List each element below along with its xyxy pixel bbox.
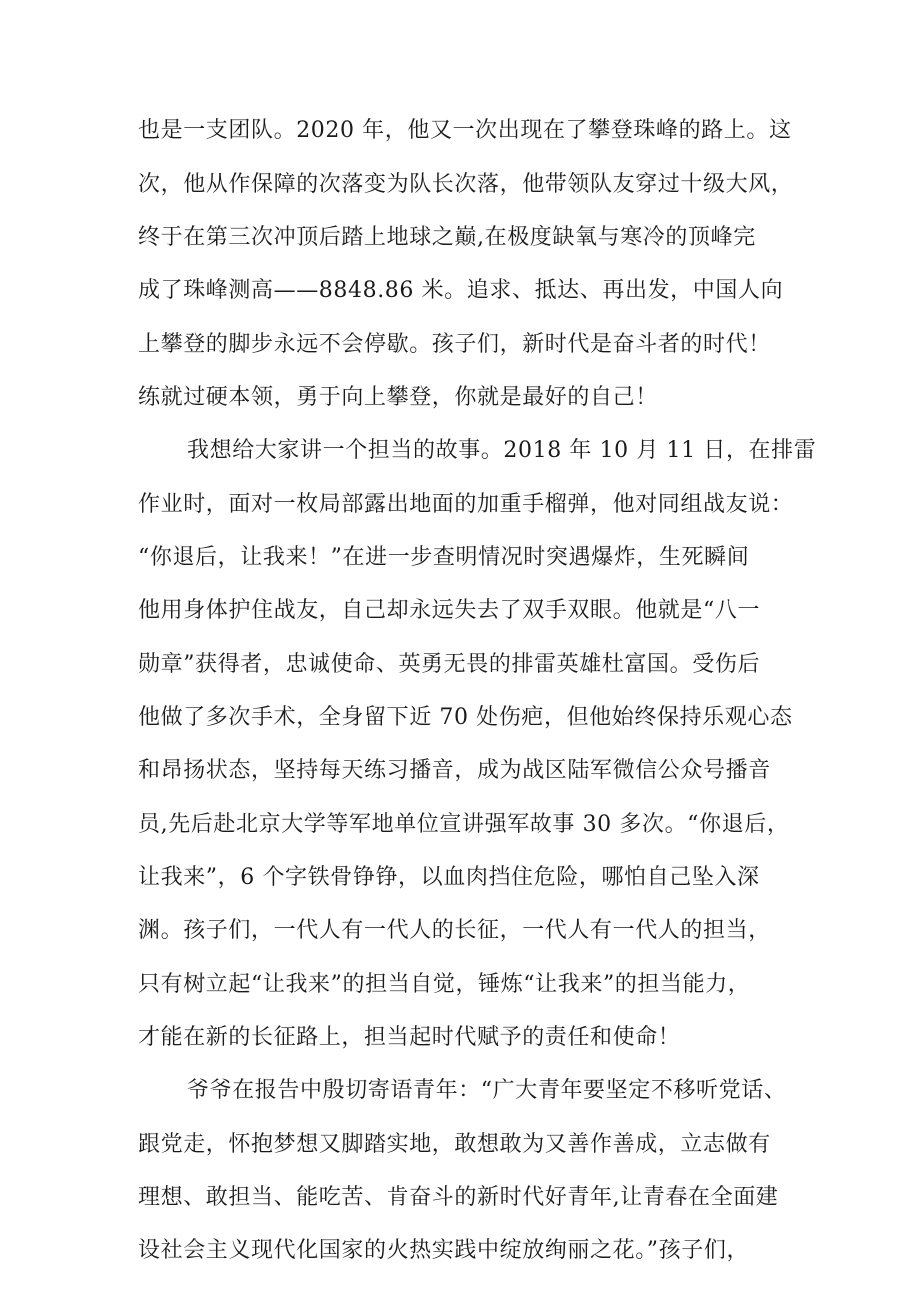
text-line: 上攀登的脚步永远不会停歇。孩子们，新时代是奋斗者的时代！ (138, 332, 771, 357)
paragraph-start-line: 我想给大家讲一个担当的故事。2018 年 10 月 11 日，在排雷 (187, 438, 817, 463)
text-line: “你退后，让我来！”在进一步查明情况时突遇爆炸，生死瞬间 (138, 545, 750, 570)
text-line: 成了珠峰测高——8848.86 米。追求、抵达、再出发，中国人向 (138, 278, 784, 303)
text-line: 终于在第三次冲顶后踏上地球之巅,在极度缺氧与寒冷的顶峰完 (138, 225, 756, 250)
text-line: 次，他从作保障的次落变为队长次落，他带领队友穿过十级大风， (138, 172, 794, 197)
text-line: 他做了多次手术，全身留下近 70 处伤疤，但他始终保持乐观心态 (138, 705, 793, 730)
text-line: 只有树立起“让我来”的担当自觉，锤炼“让我来”的担当能力， (138, 972, 751, 997)
text-line: 他用身体护住战友，自己却永远失去了双手双眼。他就是“八一 (138, 598, 761, 623)
text-line: 设社会主义现代化国家的火热实践中绽放绚丽之花。”孩子们， (138, 1238, 750, 1263)
text-line: 才能在新的长征路上，担当起时代赋予的责任和使命！ (138, 1025, 681, 1050)
text-line: 勋章”获得者，忠诚使命、英勇无畏的排雷英雄杜富国。受伤后 (138, 652, 761, 677)
text-line: 也是一支团队。2020 年，他又一次出现在了攀登珠峰的路上。这 (138, 118, 792, 143)
text-line: 理想、敢担当、能吃苦、肯奋斗的新时代好青年,让青春在全面建 (138, 1185, 779, 1210)
paragraph-start-line: 爷爷在报告中殷切寄语青年：“广大青年要坚定不移听党话、 (187, 1078, 787, 1103)
text-line: 作业时，面对一枚局部露出地面的加重手榴弹，他对同组战友说： (138, 492, 794, 517)
text-line: 跟党走，怀抱梦想又脚踏实地，敢想敢为又善作善成，立志做有 (138, 1132, 771, 1157)
text-line: 和昂扬状态，坚持每天练习播音，成为战区陆军微信公众号播音 (138, 758, 771, 783)
text-line: 渊。孩子们，一代人有一代人的长征，一代人有一代人的担当， (138, 918, 771, 943)
text-line: 员,先后赴北京大学等军地单位宣讲强军故事 30 多次。“你退后， (138, 812, 790, 837)
text-line: 让我来”，6 个字铁骨铮铮，以血肉挡住危险，哪怕自己坠入深 (138, 865, 760, 890)
text-line: 练就过硬本领，勇于向上攀登，你就是最好的自己！ (138, 385, 658, 410)
